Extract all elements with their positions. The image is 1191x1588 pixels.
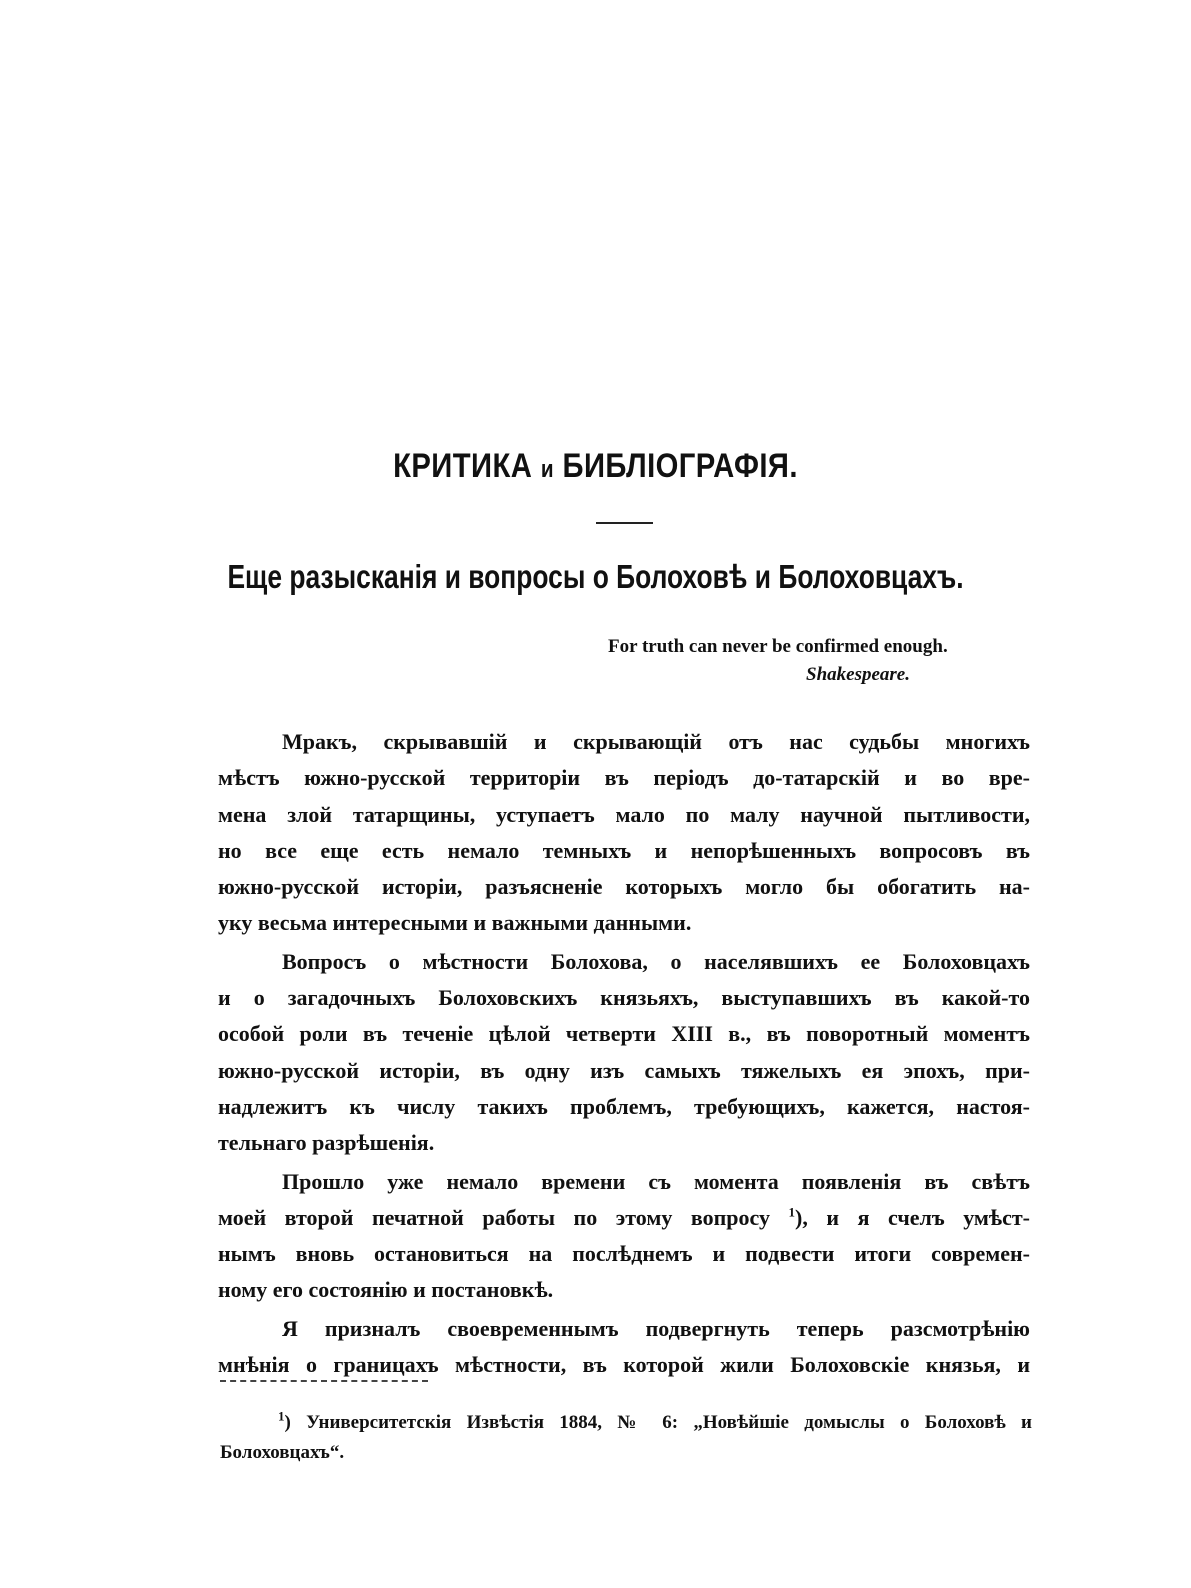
text-line: Мракъ, скрывавшiй и скрывающiй отъ нас судьбы многихъ: [282, 729, 1030, 754]
text-segment: моей второй печатной работы по этому вопросу: [218, 1204, 770, 1230]
footnote-line: [220, 1408, 1032, 1438]
text-line: и о загадочныхъ Болоховскихъ князьяхъ, выступавшихъ въ какой-то: [218, 985, 1030, 1011]
text-line: особой роли въ теченiе цѣлой четверти XIII в., въ поворотный моментъ: [218, 1021, 1030, 1047]
section-heading-part1: КРИТИКА: [393, 447, 541, 485]
epigraph-quote: For truth can never be confirmed enough.: [608, 636, 948, 657]
text-line: но все еще есть немало темныхъ и непорѣшенныхъ вопросовъ въ: [218, 837, 1030, 863]
footnote-divider: [220, 1380, 428, 1382]
text-line: уку весьма интересными и важными данными.: [218, 910, 692, 936]
text-line: мнѣнiя о границахъ мѣстности, въ которой жили Болоховскiе князья, и: [218, 1352, 1030, 1378]
paragraph-4: [218, 1311, 1030, 1384]
text-line: надлежитъ къ числу такихъ проблемъ, требующихъ, кажется, настоя-: [218, 1093, 1030, 1119]
text-line: Вопросъ о мѣстности Болохова, о населявшихъ ее Болоховцахъ: [282, 948, 1030, 974]
paragraph-3: [218, 1164, 1030, 1309]
section-heading: [83, 447, 1107, 486]
text-line: ному его состоянiю и постановкѣ.: [218, 1277, 554, 1303]
epigraph-author: Shakespeare.: [806, 664, 910, 685]
section-heading-conjunction: и: [540, 456, 554, 483]
footnote-text: ) Университетскiя Извѣстiя 1884, № 6: „Новѣйшiе домыслы о Болоховѣ и: [284, 1412, 1032, 1433]
section-heading-part2: БИБЛIОГРАФIЯ.: [553, 447, 798, 485]
text-line: мена злой татарщины, уступаетъ мало по малу научной пытливости,: [218, 801, 1030, 827]
text-line: Я призналъ своевременнымъ подвергнуть теперь разсмотрѣнiю: [282, 1315, 1030, 1341]
footnote-line: Болоховцахъ“.: [220, 1442, 345, 1463]
text-segment: ), и я счелъ умѣст-: [795, 1204, 1030, 1230]
article-title: Еще разысканiя и вопросы о Болоховѣ и Болоховцахъ.: [227, 558, 964, 595]
text-line: тельнаго разрѣшенiя.: [218, 1130, 435, 1156]
epigraph: [608, 633, 948, 689]
text-line: южно-русской исторiи, разъясненiе которыхъ могло бы обогатить на-: [218, 874, 1030, 900]
body-text: [218, 724, 1030, 1383]
text-line: Прошло уже немало времени съ момента появленiя въ свѣтъ: [282, 1168, 1030, 1194]
paragraph-2: [218, 944, 1030, 1162]
text-line: южно-русской исторiи, въ одну изъ самыхъ тяжелыхъ ея эпохъ, при-: [218, 1057, 1030, 1083]
footnote: [220, 1408, 1032, 1468]
heading-divider: [596, 522, 653, 524]
text-line: нымъ вновь остановиться на послѣднемъ и подвести итоги современ-: [218, 1241, 1030, 1267]
footnote-mark: 1: [278, 1408, 285, 1424]
paragraph-1: [218, 724, 1030, 942]
text-line-with-footnote: [218, 1200, 1030, 1236]
footnote-reference[interactable]: 1: [788, 1204, 796, 1220]
text-line: мѣстъ южно-русской территорiи въ перiодъ до-татарскiй и во вре-: [218, 765, 1030, 791]
